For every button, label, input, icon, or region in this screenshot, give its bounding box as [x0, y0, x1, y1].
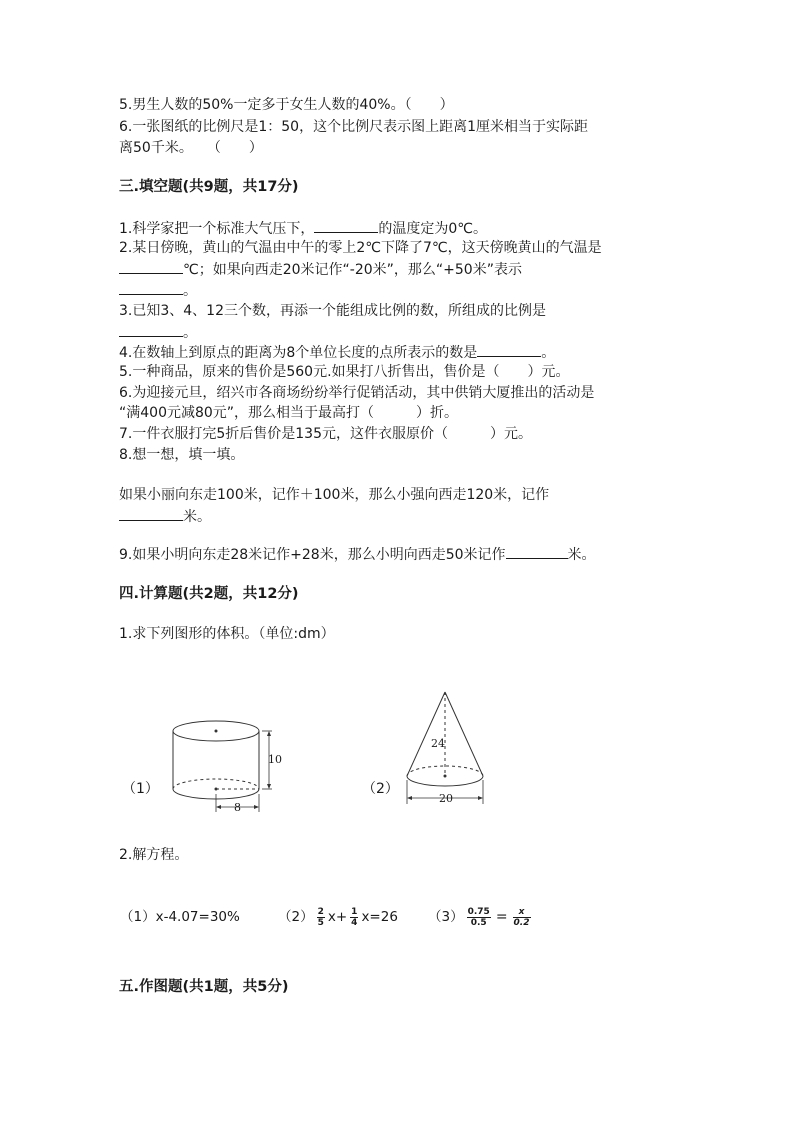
fill-q4-text-post: 。 [541, 345, 556, 361]
fill-q5: 5.一种商品，原来的售价是560元.如果打八折售出，售价是（ ）元。 [119, 364, 570, 380]
fill-q4 [119, 342, 555, 363]
fill-q3-line1: 3.已知3、4、12三个数，再添一个能组成比例的数，所组成的比例是 [119, 303, 546, 319]
answer-blank[interactable] [119, 506, 183, 521]
fill-q3-line2 [119, 322, 197, 343]
fraction [317, 907, 325, 928]
fill-q7: 7.一件衣服打完5折后售价是135元，这件衣服原价（ ）元。 [119, 426, 532, 442]
calc-q1: 1.求下列图形的体积。（单位:dm） [119, 626, 335, 642]
equation-3-label: （3） [428, 909, 464, 925]
fill-q1-text-post: 的温度定为0℃。 [378, 221, 487, 237]
answer-blank[interactable] [314, 218, 378, 233]
fraction-denominator: 5 [317, 917, 324, 928]
answer-blank[interactable] [119, 322, 183, 337]
fraction-numerator: 2 [317, 906, 324, 917]
fraction-denominator: 0.2 [513, 917, 530, 928]
calc-q2: 2.解方程。 [119, 847, 189, 863]
fraction [513, 907, 531, 928]
cylinder-figure [168, 710, 288, 815]
answer-blank[interactable] [119, 280, 183, 295]
section5-heading: 五.作图题(共1题，共5分) [119, 979, 289, 995]
equation-2-end: x=26 [361, 909, 398, 925]
fill-q2-line2 [119, 259, 522, 280]
cone-height-label: 24 [431, 737, 445, 750]
equation-1: （1）x-4.07=30% [120, 909, 240, 925]
equation-2-mid: x+ [327, 909, 348, 925]
cone-figure [402, 688, 488, 808]
judge-q5: 5.男生人数的50%一定多于女生人数的40%。（ ） [119, 97, 454, 113]
fraction-denominator: 0.5 [470, 917, 487, 928]
fill-q2-line3 [119, 280, 197, 301]
judge-q6-line1: 6.一张图纸的比例尺是1：50，这个比例尺表示图上距离1厘米相当于实际距 [119, 119, 588, 135]
fill-q2-line3-text: 。 [183, 283, 197, 299]
section4-heading: 四.计算题(共2题，共12分) [119, 586, 299, 602]
fill-q1-text-pre: 1.科学家把一个标准大气压下， [119, 221, 315, 237]
fill-q4-text-pre: 4.在数轴上到原点的距离为8个单位长度的点所表示的数是 [119, 345, 478, 361]
figure1-label: （1） [122, 781, 159, 797]
fill-q1 [119, 218, 487, 239]
answer-blank[interactable] [477, 342, 541, 357]
fill-q8-sub-line1: 如果小丽向东走100米，记作＋100米，那么小强向西走120米，记作 [119, 487, 550, 503]
figure2-label: （2） [362, 781, 399, 797]
equation-3 [428, 906, 534, 928]
cone-diameter-label: 20 [439, 792, 453, 805]
equation-2 [278, 906, 398, 928]
fraction [467, 907, 491, 928]
fill-q2-line1: 2.某日傍晚，黄山的气温由中午的零上2℃下降了7℃，这天傍晚黄山的气温是 [119, 240, 602, 256]
section3-heading: 三.填空题(共9题，共17分) [119, 179, 299, 195]
equation-2-label: （2） [278, 909, 314, 925]
fraction-numerator: x [513, 907, 531, 918]
fill-q9 [119, 544, 596, 565]
fraction-numerator: 1 [351, 906, 358, 917]
fill-q6-line2: “满400元减80元”，那么相当于最高打（ ）折。 [119, 405, 459, 421]
cylinder-diameter-label: 8 [234, 801, 241, 814]
fill-q8: 8.想一想，填一填。 [119, 447, 245, 463]
fraction-denominator: 4 [351, 917, 358, 928]
fraction [350, 907, 358, 928]
answer-blank[interactable] [119, 259, 183, 274]
fill-q3-line2-text: 。 [183, 325, 197, 341]
fill-q9-text-post: 米。 [567, 547, 596, 563]
fraction-numerator: 0.75 [467, 906, 490, 917]
answer-blank[interactable] [506, 544, 568, 559]
fill-q6-line1: 6.为迎接元旦，绍兴市各商场纷纷举行促销活动，其中供销大厦推出的活动是 [119, 385, 595, 401]
fill-q8-sub-line2 [119, 506, 211, 527]
judge-q6-line2: 离50千米。 （ ） [119, 140, 263, 156]
cylinder-height-label: 10 [268, 753, 282, 766]
equals-sign: = [495, 909, 508, 925]
fill-q2-line2-text: ℃；如果向西走20米记作“-20米”，那么“+50米”表示 [183, 262, 522, 278]
fill-q9-text-pre: 9.如果小明向东走28米记作+28米，那么小明向西走50米记作 [119, 547, 506, 563]
fill-q8-sub-text: 米。 [183, 509, 211, 525]
